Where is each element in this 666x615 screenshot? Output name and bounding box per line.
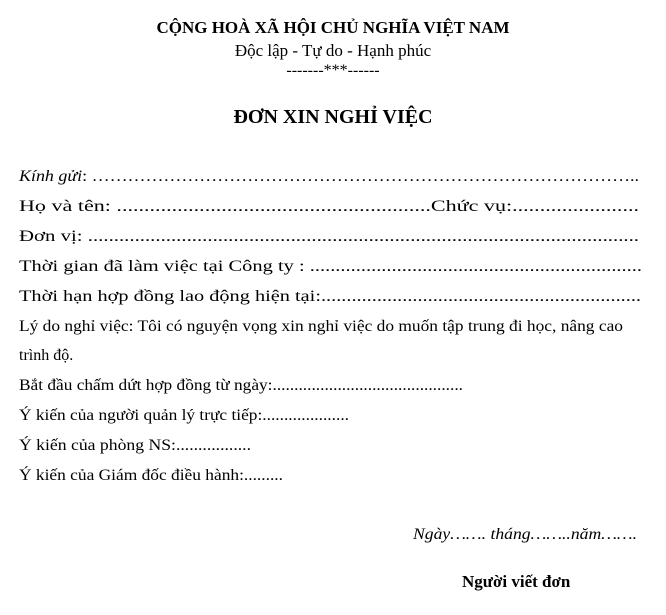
recipient-label: Kính gửi [19, 168, 83, 185]
work-duration-text: Thời gian đã làm việc tại Công ty : ................................................................. [19, 258, 642, 275]
country-name: CỘNG HOÀ XÃ HỘI CHỦ NGHĨA VIỆT NAM [156, 18, 510, 37]
document-title: ĐƠN XIN NGHỈ VIỆC [233, 106, 433, 128]
manager-opinion-line [19, 407, 349, 425]
contract-term-text: Thời hạn hợp đồng lao động hiện tại:............................................................... [19, 288, 641, 305]
reason-text-1: Lý do nghỉ việc: Tôi có nguyện vọng xin nghỉ việc do muốn tập trung đi học, nâng cao [19, 318, 623, 335]
termination-date-line [19, 377, 463, 395]
header-divider: -------***------ [286, 62, 380, 79]
recipient-line [19, 168, 640, 186]
date-line [413, 526, 637, 544]
reason-line-1 [19, 318, 623, 336]
director-opinion-text: Ý kiến của Giám đốc điều hành:......... [19, 467, 283, 484]
work-duration-line [19, 258, 642, 276]
name-position-line [19, 198, 639, 216]
signer-label: Người viết đơn [462, 572, 571, 591]
reason-line-2 [19, 347, 73, 365]
name-position-text: Họ và tên: .........................................................Chức vụ:....................... [19, 198, 639, 215]
hr-opinion-line [19, 437, 251, 455]
date-text: Ngày……. tháng……..năm……. [413, 526, 637, 543]
manager-opinion-text: Ý kiến của người quản lý trực tiếp:.................... [19, 407, 349, 424]
hr-opinion-text: Ý kiến của phòng NS:................. [19, 437, 251, 454]
director-opinion-line [19, 467, 283, 485]
reason-text-2: trình độ. [19, 347, 74, 364]
recipient-blank: : ……………………………………………………………………………….. [82, 168, 640, 185]
department-text: Đơn vị: .......................................................................................................... [19, 228, 639, 245]
department-line [19, 228, 639, 246]
termination-date-text: Bắt đầu chấm dứt hợp đồng từ ngày:............................................ [19, 377, 463, 394]
national-motto: Độc lập - Tự do - Hạnh phúc [234, 41, 432, 60]
contract-term-line [19, 288, 641, 306]
